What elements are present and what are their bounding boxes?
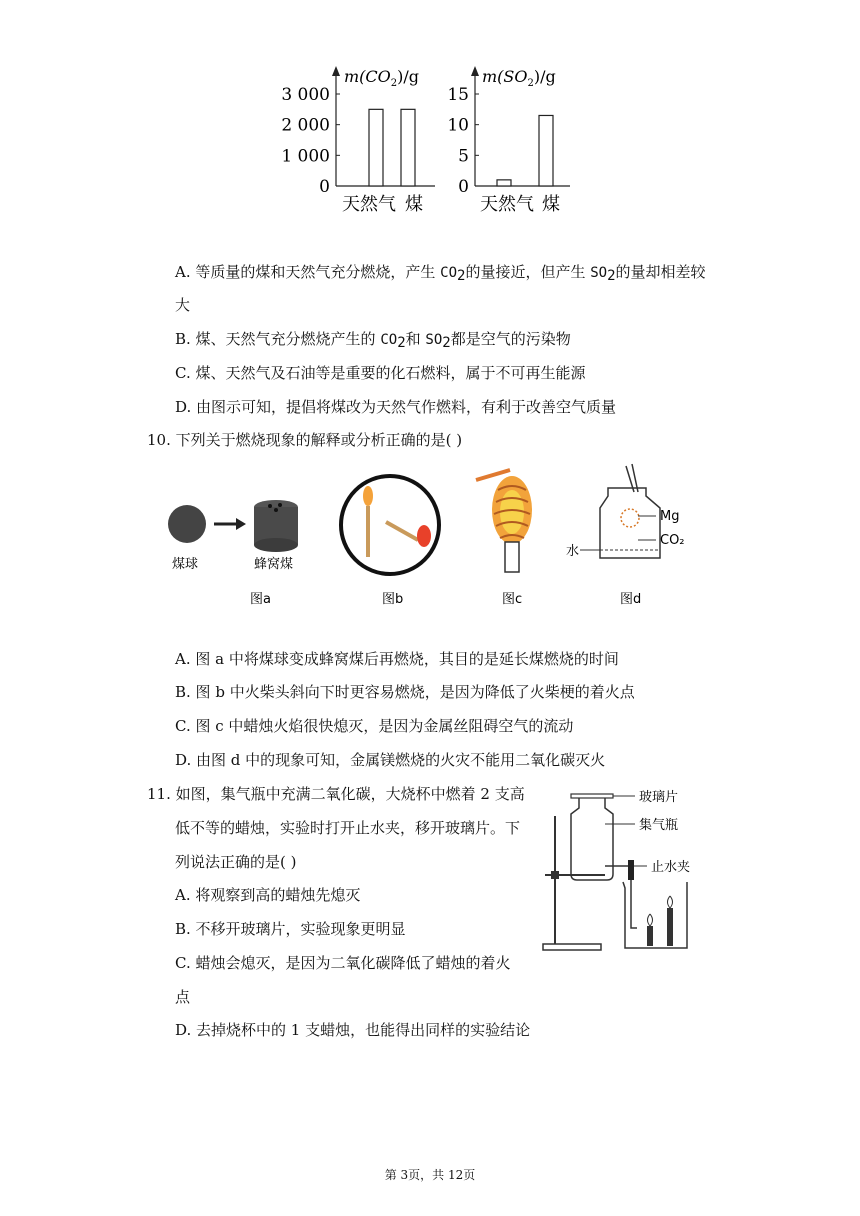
co2-ylabel-main: m(CO [344,67,391,86]
q9-option-a-cont: 大 [175,296,191,314]
honeycomb-bottom [254,538,298,552]
so2-ylabel-sub: 2 [527,78,534,89]
coal-ball [168,505,206,543]
match-tilted-flame [417,525,431,547]
flame-tall [668,896,673,908]
fig-c-caption: 图c [502,592,523,607]
q11-number: 11. [147,785,171,803]
q9-option-a-text2: 的量接近，但产生 [465,263,591,281]
candle-tall [667,908,673,946]
q10-stem [147,430,462,450]
q11-stem-text1: 如图，集气瓶中充满二氧化碳，大烧杯中燃着 2 支高 [175,785,525,803]
page-footer: 第 3页，共 12页 [384,1168,476,1182]
match-tilted [386,522,418,540]
q11-option-c[interactable]: C. 蜡烛会熄灭，是因为二氧化碳降低了蜡烛的着火 [175,954,511,972]
q9-option-b-so2: SO [425,332,443,348]
glass-plate [571,794,613,798]
q9-option-a-so2-sub: 2 [607,268,616,284]
so2-ylabel-tail: )/g [533,67,556,86]
arrow-head [236,518,246,530]
so2-chart [447,66,570,215]
y-tick-label: 10 [447,115,469,136]
q9-option-c[interactable]: C. 煤、天然气及石油等是重要的化石燃料，属于不可再生能源 [175,364,586,382]
label-water: 水 [566,544,580,559]
emission-bar-charts [280,62,590,222]
co2-ylabel-tail: )/g [397,67,420,86]
flame-short [648,914,653,926]
so2-y-arrow [471,66,479,76]
q11-stem-line3: 列说法正确的是( ) [175,853,297,871]
category-label: 煤 [405,194,423,215]
q9-option-b-text2: 和 [405,330,426,348]
q9-option-b-so2-sub: 2 [442,335,451,351]
category-label: 天然气 [342,194,396,215]
y-tick-label: 1 000 [281,146,330,167]
q9-option-a-text3: 的量却相差较 [615,263,706,281]
y-tick-label: 3 000 [281,85,330,105]
beaker [623,882,687,948]
y-tick-label: 0 [319,177,330,197]
fig-d-caption: 图d [620,592,642,607]
bar-天然气 [369,109,383,186]
match-upright-flame [363,486,373,506]
co2-chart [281,66,435,215]
figure-a [168,500,298,607]
q9-option-a-text1: A. 等质量的煤和天然气充分燃烧，产生 [175,263,441,281]
q9-option-a-so2: SO [590,265,608,281]
label-gas-bottle: 集气瓶 [639,818,679,833]
category-label: 天然气 [480,194,534,215]
y-tick-label: 0 [458,177,469,197]
q10-option-b[interactable]: B. 图 b 中火柴头斜向下时更容易燃烧，是因为降低了火柴梗的着火点 [175,683,635,701]
bar-煤 [539,115,553,186]
label-clamp: 止水夹 [651,860,691,875]
fig-b-caption: 图b [382,592,404,607]
q11-option-d[interactable]: D. 去掉烧杯中的 1 支蜡烛，也能得出同样的实验结论 [175,1021,531,1039]
figure-c [476,470,532,607]
category-label: 煤 [542,194,560,215]
y-tick-label: 2 000 [281,115,330,136]
coil-inner [500,490,524,534]
honeycomb-hole [268,504,272,508]
fig-a-label-honeycomb: 蜂窝煤 [254,557,294,572]
candle-short [647,926,653,946]
y-tick-label: 15 [447,85,469,105]
q9-option-a[interactable] [175,262,706,283]
q11-stem-line1 [147,784,525,804]
q9-option-b-co2: CO [380,332,398,348]
q11-apparatus [535,780,735,960]
label-mg: Mg [660,509,680,524]
honeycomb-hole [274,508,278,512]
so2-ylabel-main: m(SO [482,67,528,86]
q10-option-c[interactable]: C. 图 c 中蜡烛火焰很快熄灭，是因为金属丝阻碍空气的流动 [175,717,574,735]
figure-d [566,464,685,607]
q10-option-a[interactable]: A. 图 a 中将煤球变成蜂窝煤后再燃烧，其目的是延长煤燃烧的时间 [175,650,619,668]
co2-ylabel-sub: 2 [390,78,398,89]
gas-bottle [571,798,613,880]
honeycomb-hole [278,503,282,507]
bar-煤 [401,109,415,186]
stand-base [543,944,601,950]
q10-stem-text: 下列关于燃烧现象的解释或分析正确的是( ) [175,431,463,449]
q9-option-a-co2-sub: 2 [457,268,466,284]
q10-figures [160,462,685,610]
co2-ylabel [344,67,419,89]
q11-option-c-cont: 点 [175,988,191,1006]
stand-boss [551,871,559,879]
q9-option-b-co2-sub: 2 [397,335,406,351]
y-tick-label: 5 [458,146,469,167]
label-glass-plate: 玻璃片 [639,790,679,805]
label-co2: CO₂ [660,533,685,548]
candle [505,542,519,572]
q11-option-a[interactable]: A. 将观察到高的蜡烛先熄灭 [175,886,361,904]
q11-stem-line2: 低不等的蜡烛，实验时打开止水夹，移开玻璃片。下 [175,819,521,837]
q11-option-b[interactable]: B. 不移开玻璃片，实验现象更明显 [175,920,406,938]
q10-number: 10. [147,431,171,449]
q9-option-b[interactable] [175,329,571,350]
fig-a-caption: 图a [250,592,271,607]
q9-option-a-co2: CO [440,265,457,281]
clamp-body [628,860,634,880]
q9-option-b-text3: 都是空气的污染物 [450,330,571,348]
figure-b [341,476,439,607]
q10-option-d[interactable]: D. 由图 d 中的现象可知，金属镁燃烧的火灾不能用二氧化碳灭火 [175,751,606,769]
co2-y-arrow [332,66,340,76]
q9-option-b-text1: B. 煤、天然气充分燃烧产生的 [175,330,381,348]
fig-a-label-coalball: 煤球 [172,557,199,572]
bottle-outline [600,488,660,558]
so2-ylabel [482,67,556,89]
mg-burning [621,509,639,527]
bar-天然气 [497,180,511,186]
q9-option-d[interactable]: D. 由图示可知，提倡将煤改为天然气作燃料，有利于改善空气质量 [175,398,617,416]
